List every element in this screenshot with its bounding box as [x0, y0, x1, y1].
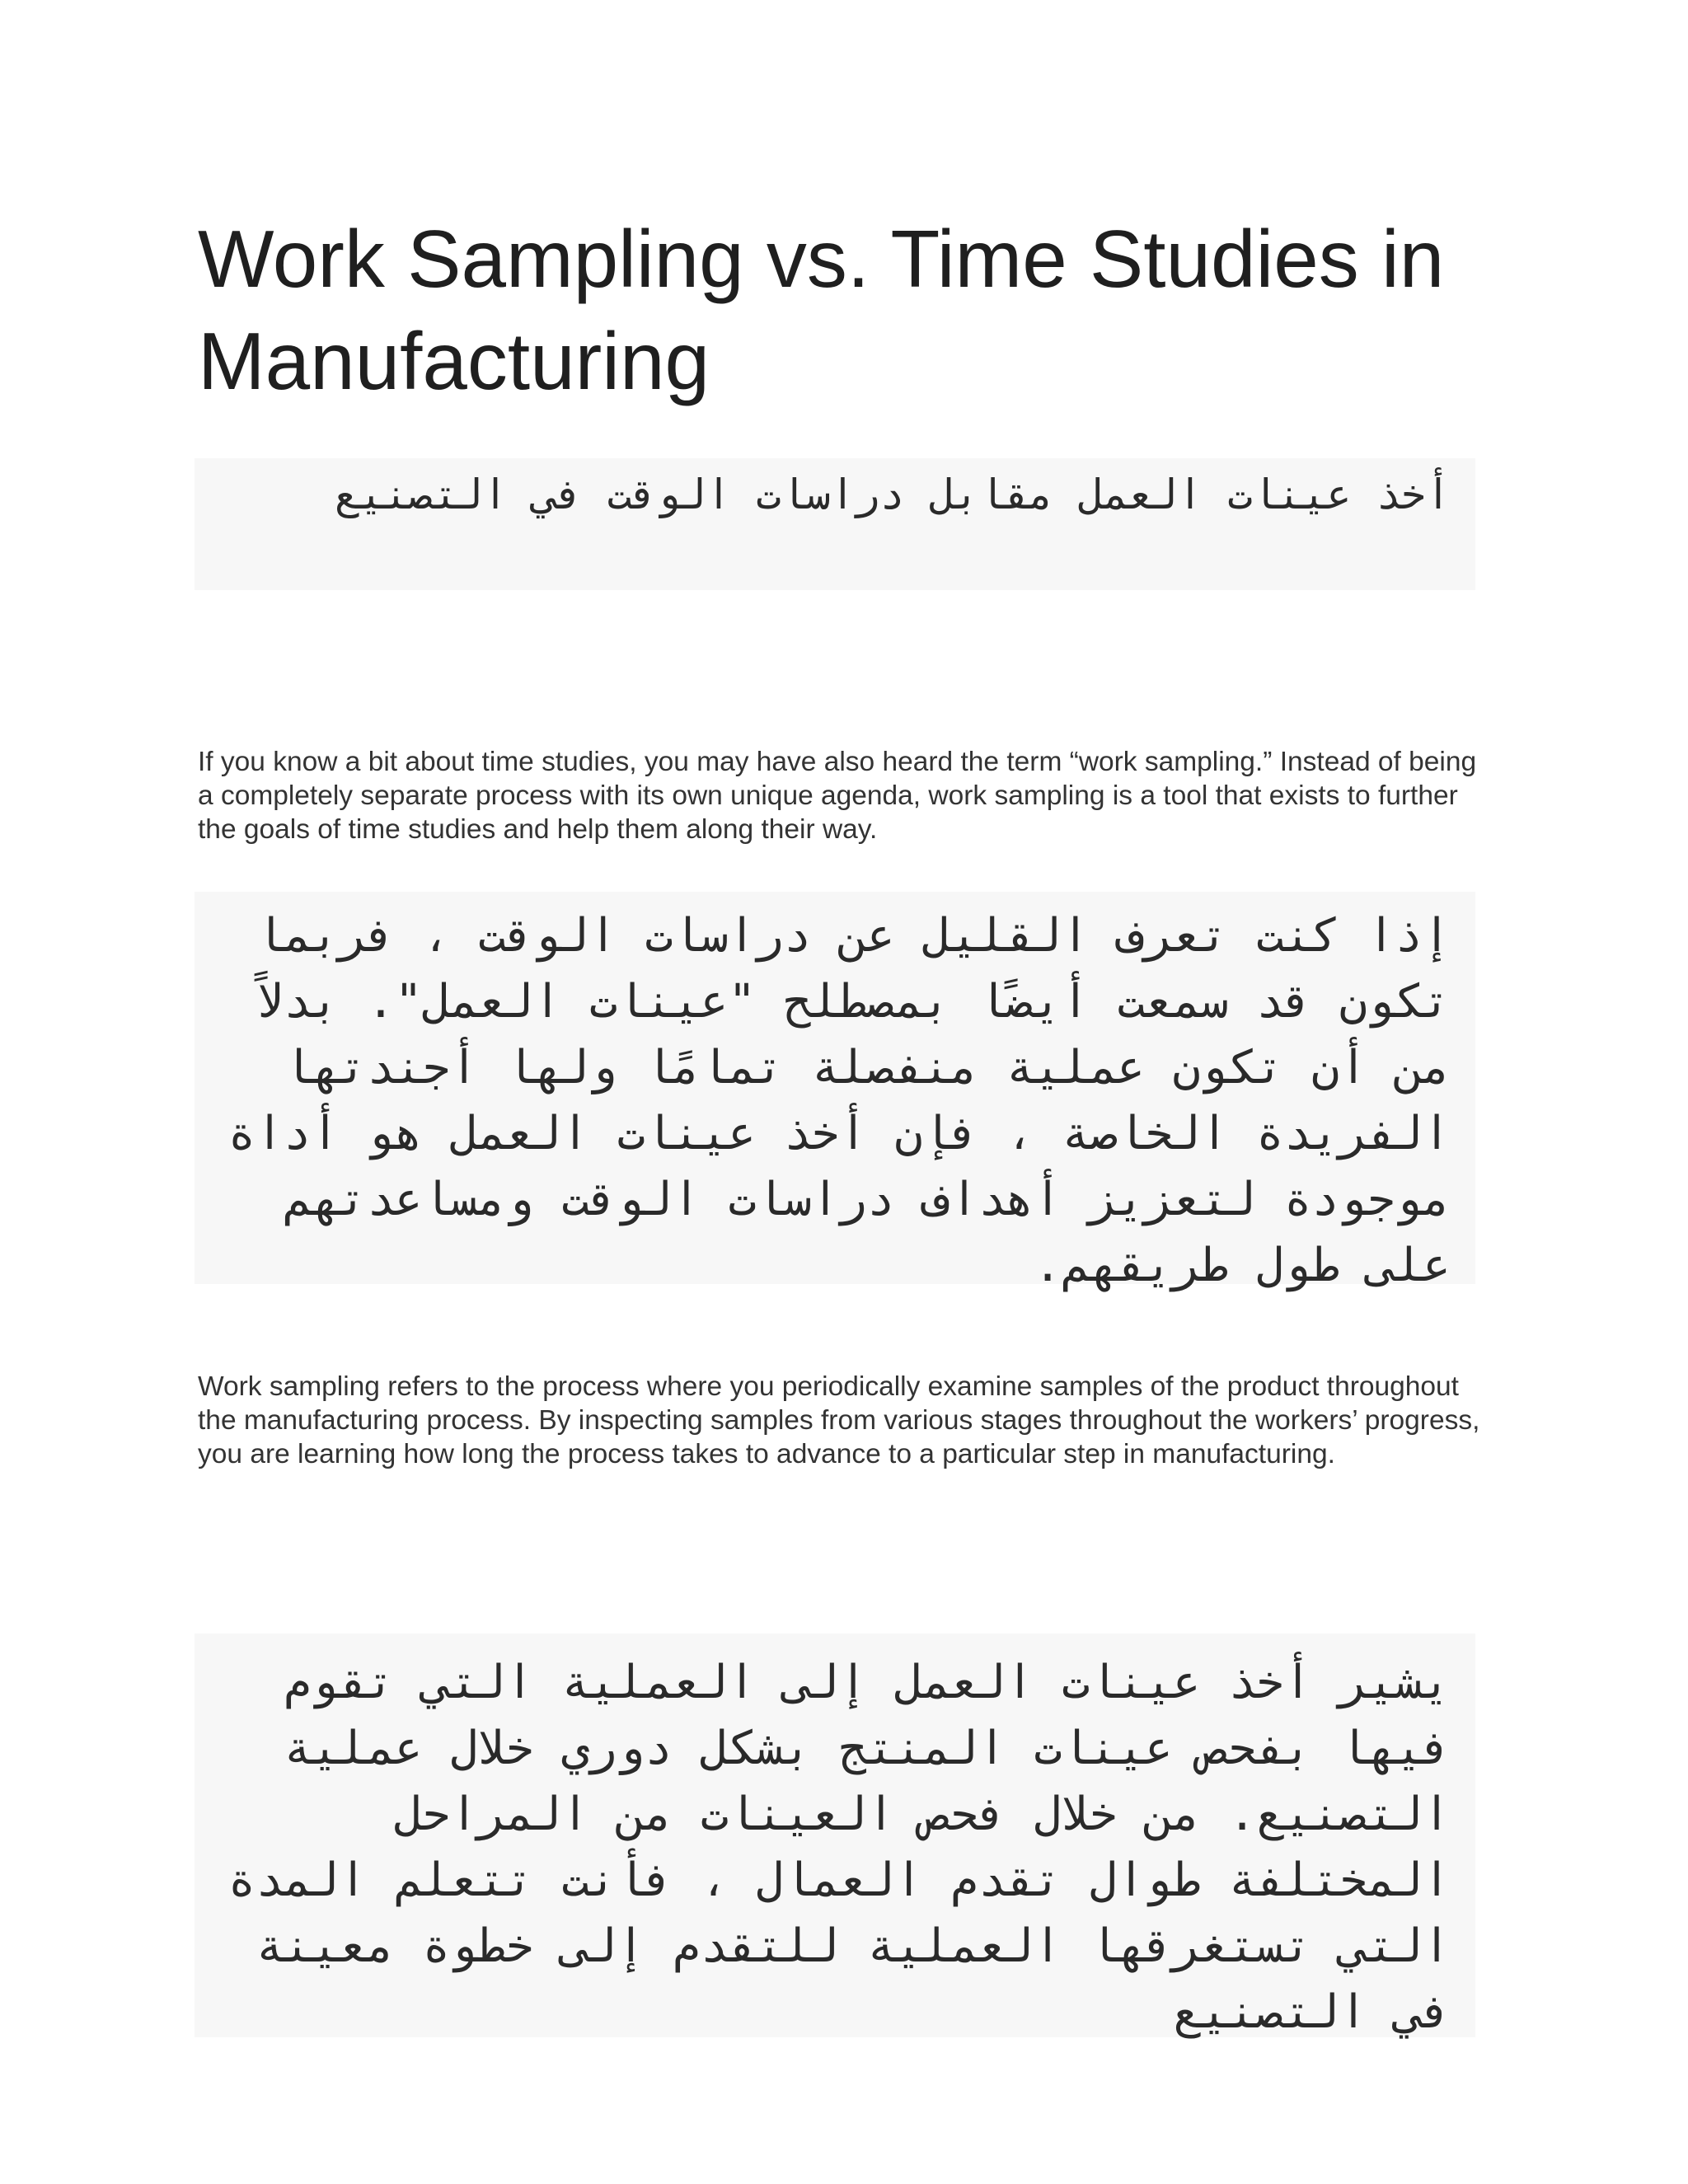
english-paragraph-2: Work sampling refers to the process where you periodically examine samples of the product throughout the manufacturing process. By inspecting samples from various stages throughout the workers’ progress, you are learning how long the process takes to advance to a particular step in manufacturing.: [198, 1371, 1480, 1469]
arabic-title-block: أخذ عينات العمل مقابل دراسات الوقت في التصنيع: [195, 458, 1475, 590]
arabic-paragraph-2: يشير أخذ عينات العمل إلى العملية التي تقوم فيها بفحص عينات المنتج بشكل دوري خلال عملية التصنيع. من خلال فحص العينات من المراحل المختلفة طوال تقدم العمال ، فأنت تتعلم المدة التي تستغرقها العملية للتقدم إلى خطوة معينة في التصنيع: [195, 1633, 1475, 2037]
english-paragraph-1: If you know a bit about time studies, you may have also heard the term “work sampling.” Instead of being a completely separate process with its own unique agenda, work sampling is a tool that exists to further the goals of time studies and help them along their way.: [198, 747, 1477, 845]
arabic-paragraph-1: إذا كنت تعرف القليل عن دراسات الوقت ، فربما تكون قد سمعت أيضًا بمصطلح "عينات العمل". بدلاً من أن تكون عملية منفصلة تمامًا ولها أجندتها الفريدة الخاصة ، فإن أخذ عينات العمل هو أداة موجودة لتعزيز أهداف دراسات الوقت ومساعدتهم على طول طريقهم.: [195, 892, 1475, 1284]
document-title: Work Sampling vs. Time Studies in Manufacturing: [198, 213, 1445, 406]
